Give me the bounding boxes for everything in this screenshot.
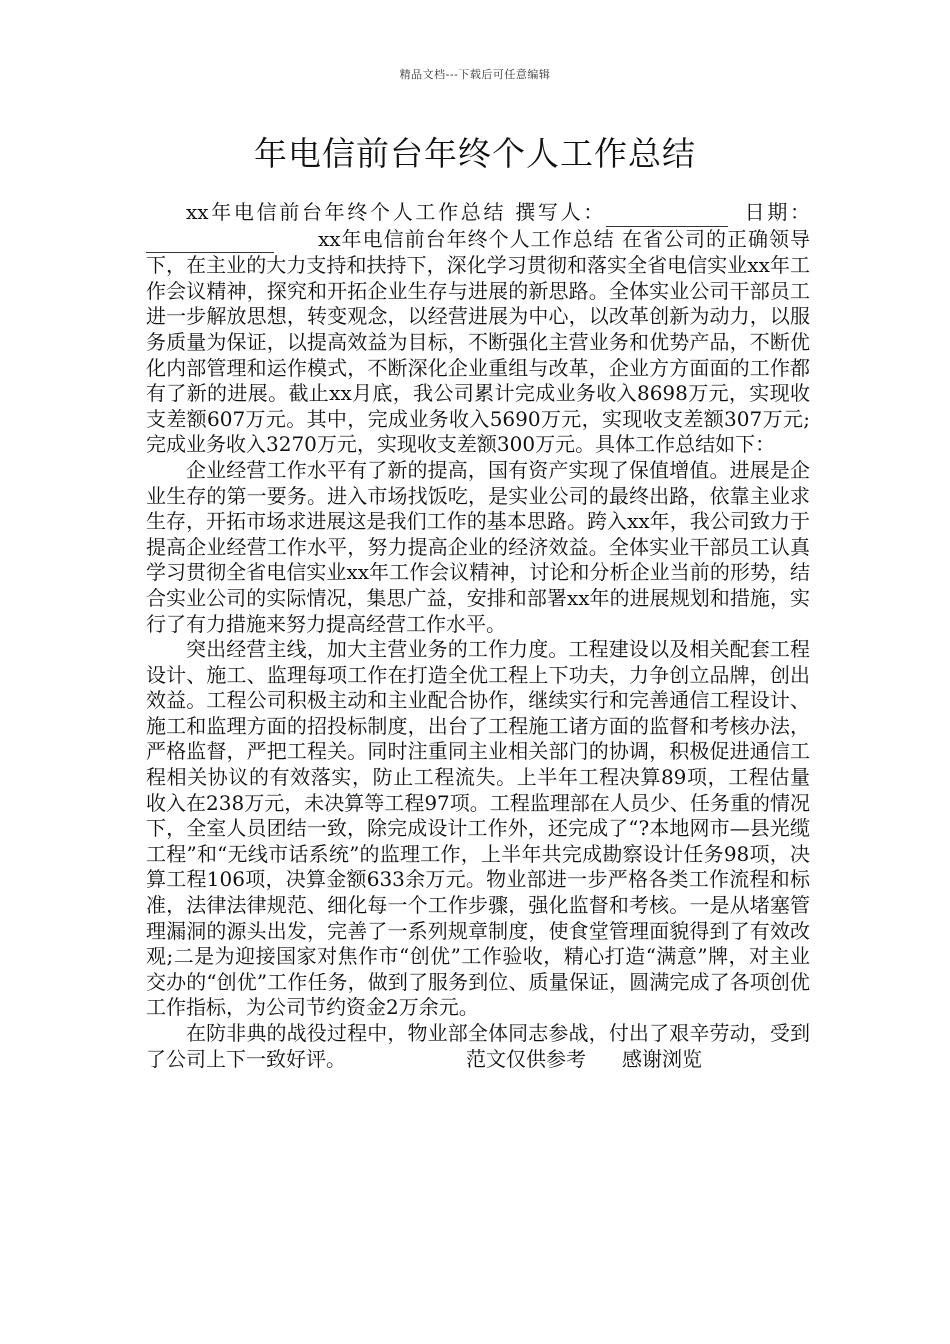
- writer-label: 撰写人：: [515, 200, 606, 224]
- page-title: 年电信前台年终个人工作总结: [254, 134, 696, 173]
- paragraph-1: 企业经营工作水平有了新的提高，国有资产实现了保值增值。进展是企业生存的第一要务。进入市场找饭吃，是实业公司的最终出路，依靠主业求生存，开拓市场求进展这是我们工作的基本思路。跨入xx年，我公司致力于提高企业经营工作水平，努力提高企业的经济效益。全体实业干部员工认真学习贯彻全省电信实业xx年工作会议精神，讨论和分析企业当前的形势，结合实业公司的实际情况，集思广益，安排和部署xx年的进展规划和措施，实行了有力措施来努力提高经营工作水平。: [146, 457, 810, 636]
- doc-label: xx年电信前台年终个人工作总结: [186, 200, 507, 224]
- paragraph-2: 突出经营主线，加大主营业务的工作力度。工程建设以及相关配套工程设计、施工、监理每项工作在打造全优工程上下功夫，力争创立品牌，创出效益。工程公司积极主动和主业配合协作，继续实行和完善通信工程设计、施工和监理方面的招投标制度，出台了工程施工诸方面的监督和考核办法，严格监督，严把工程关。同时注重同主业相关部门的协调，积极促进通信工程相关协议的有效落实，防止工程流失。上半年工程决算89项，工程估量收入在238万元，未决算等工程97项。工程监理部在人员少、任务重的情况下，全室人员团结一致，除完成设计工作外，还完成了“?本地网市—县光缆工程”和“无线市话系统”的监理工作，上半年共完成勘察设计任务98项，决算工程106项，决算金额633余万元。物业部进一步严格各类工作流程和标准，法律法律规范、细化每一个工作步骤，强化监督和考核。一是从堵塞管理漏洞的源头出发，完善了一系列规章制度，使食堂管理面貌得到了有效改观;二是为迎接国家对焦作市“创优”工作验收，精心打造“满意”牌，对主业交办的“创优”工作任务，做到了服务到位、质量保证，圆满完成了各项创优工作指标，为公司节约资金2万余元。: [146, 637, 810, 1020]
- paragraph-last: [146, 1021, 810, 1072]
- writer-blank: [606, 200, 728, 227]
- meta-paragraph: [146, 200, 810, 458]
- last-paragraph-text: 在防非典的战役过程中，物业部全体同志参战，付出了艰辛劳动，受到了公司上下一致好评。: [146, 1021, 810, 1071]
- header-note: 精品文档---下载后可任意编辑: [399, 68, 551, 81]
- intro-text: xx年电信前台年终个人工作总结 在省公司的正确领导下，在主业的大力支持和扶持下，深化学习贯彻和落实全省电信实业xx年工作会议精神，探究和开拓企业生存与进展的新思路。全体实业公司干部员工进一步解放思想，转变观念，以经营进展为中心，以改革创新为动力，以服务质量为保证，以提高效益为目标，不断强化主营业务和优势产品，不断优化内部管理和运作模式，不断深化企业重组与改革，企业方方面面的工作都有了新的进展。截止xx月底，我公司累计完成业务收入8698万元，实现收支差额607万元。其中，完成业务收入5690万元，实现收支差额307万元;完成业务收入3270万元，实现收支差额300万元。具体工作总结如下：: [146, 226, 810, 457]
- footer-ref: 范文仅供参考: [466, 1046, 586, 1071]
- date-blank: [146, 227, 274, 254]
- document-body: [146, 200, 810, 1072]
- footer-thanks: 感谢浏览: [622, 1046, 702, 1071]
- date-label: 日期：: [741, 200, 811, 224]
